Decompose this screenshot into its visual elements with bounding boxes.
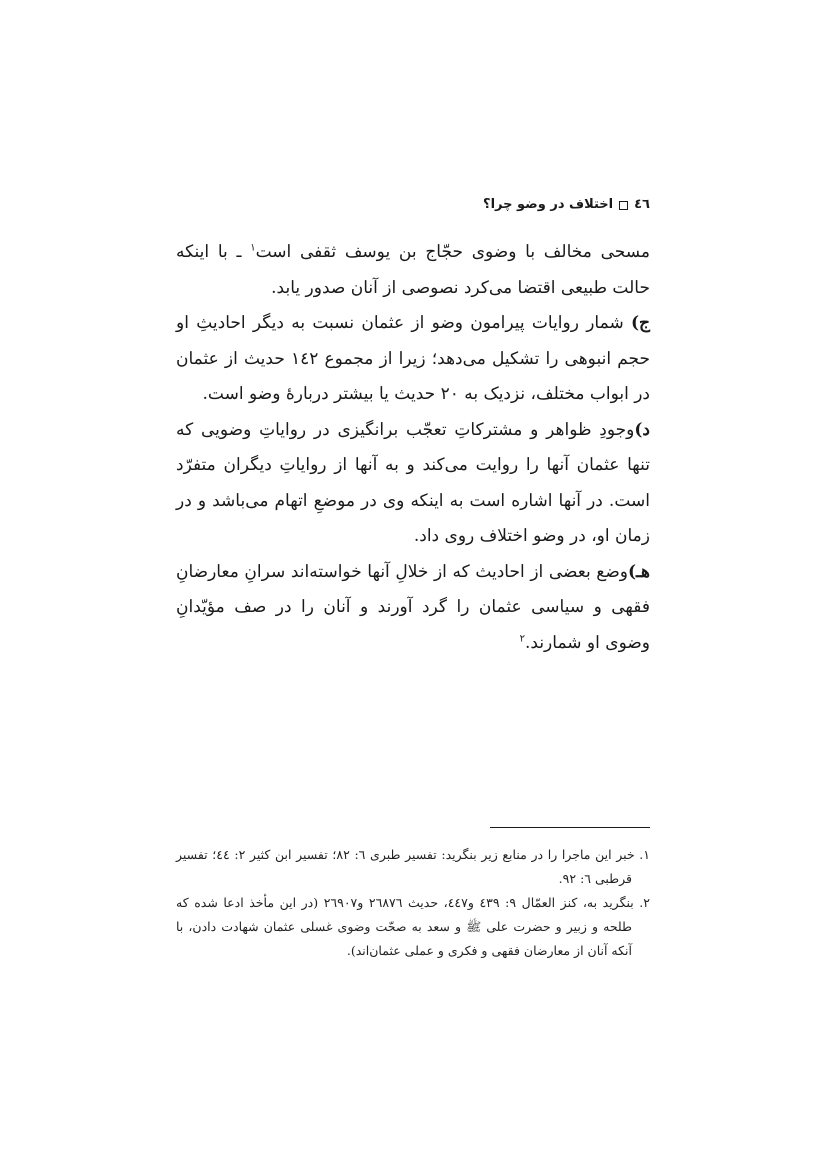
paragraph-lead: د): [634, 419, 650, 440]
paragraph: [176, 555, 650, 662]
paragraph-text: وجودِ ظواهر و مشترکاتِ تعجّب برانگیزی در روایاتِ وضویی که تنها عثمان آنها را روایت می‌کند و به آنها از روایاتِ دیگران متفرّد است. در آنها اشاره است به اینکه وی در موضعِ اتهام می‌باشد و در زمان او، در وضو اختلاف روی داد.: [176, 419, 650, 546]
running-header: [176, 196, 650, 214]
main-text: [176, 235, 650, 661]
paragraph: [176, 235, 650, 306]
footnote: ٢. بنگرید به، کنز العمّال ٩: ٤٣٩ و٤٤٧، حدیث ٢٦٨٧٦ و٢٦٩٠٧ (در این مأخذ ادعا شده که طلحه و زبیر و حضرت علی ﷺ و سعد به صحّت وضوی غسلی عثمان شهادت دادن، با آنکه آنان از معارضان فقهی و فکری و عملی عثمان‌اند).: [176, 895, 650, 958]
paragraph: [176, 413, 650, 555]
paragraph: [176, 306, 650, 413]
page-number: ٤٦: [634, 197, 650, 212]
square-bullet-icon: [619, 201, 628, 210]
footnote-divider: [490, 827, 650, 828]
paragraph-text: مسحی مخالف با وضوی حجّاج بن یوسف ثقفی است: [255, 242, 650, 262]
paragraph-lead: هـ): [628, 561, 650, 582]
paragraph-text: وضع بعضی از احادیث که از خلالِ آنها خواسته‌اند سرانِ معارضانِ فقهی و سیاسی عثمان را گرد آورند و آنان را در صف مؤیّدانِ وضوی او شمارند.: [176, 561, 650, 653]
paragraph-text-continued: ـ با اینکه حالت طبیعی اقتضا می‌کرد نصوصی از آنان صدور یابد.: [176, 242, 650, 298]
running-title: اختلاف در وضو چرا؟: [483, 197, 614, 212]
footnote: ١. خبر این ماجرا را در منابع زیر بنگرید: تفسیر طبری ٦: ٨٢؛ تفسیر ابن کثیر ٢: ٤٤؛ تفسیر قرطبی ٦: ٩٢.: [176, 847, 650, 886]
footnotes: [176, 843, 650, 963]
paragraph-lead: ج): [630, 313, 650, 333]
footnote-ref[interactable]: ٢: [519, 632, 525, 644]
paragraph-text: شمار روایات پیرامون وضو از عثمان نسبت به دیگر احادیثِ او حجم انبوهی را تشکیل می‌دهد؛ زیرا از مجموع ١٤٢ حدیث از عثمان در ابواب مختلف، نزدیک به ٢٠ حدیث یا بیشتر دربارهٔ وضو است.: [176, 313, 650, 404]
footnote-ref[interactable]: ١: [250, 242, 256, 254]
